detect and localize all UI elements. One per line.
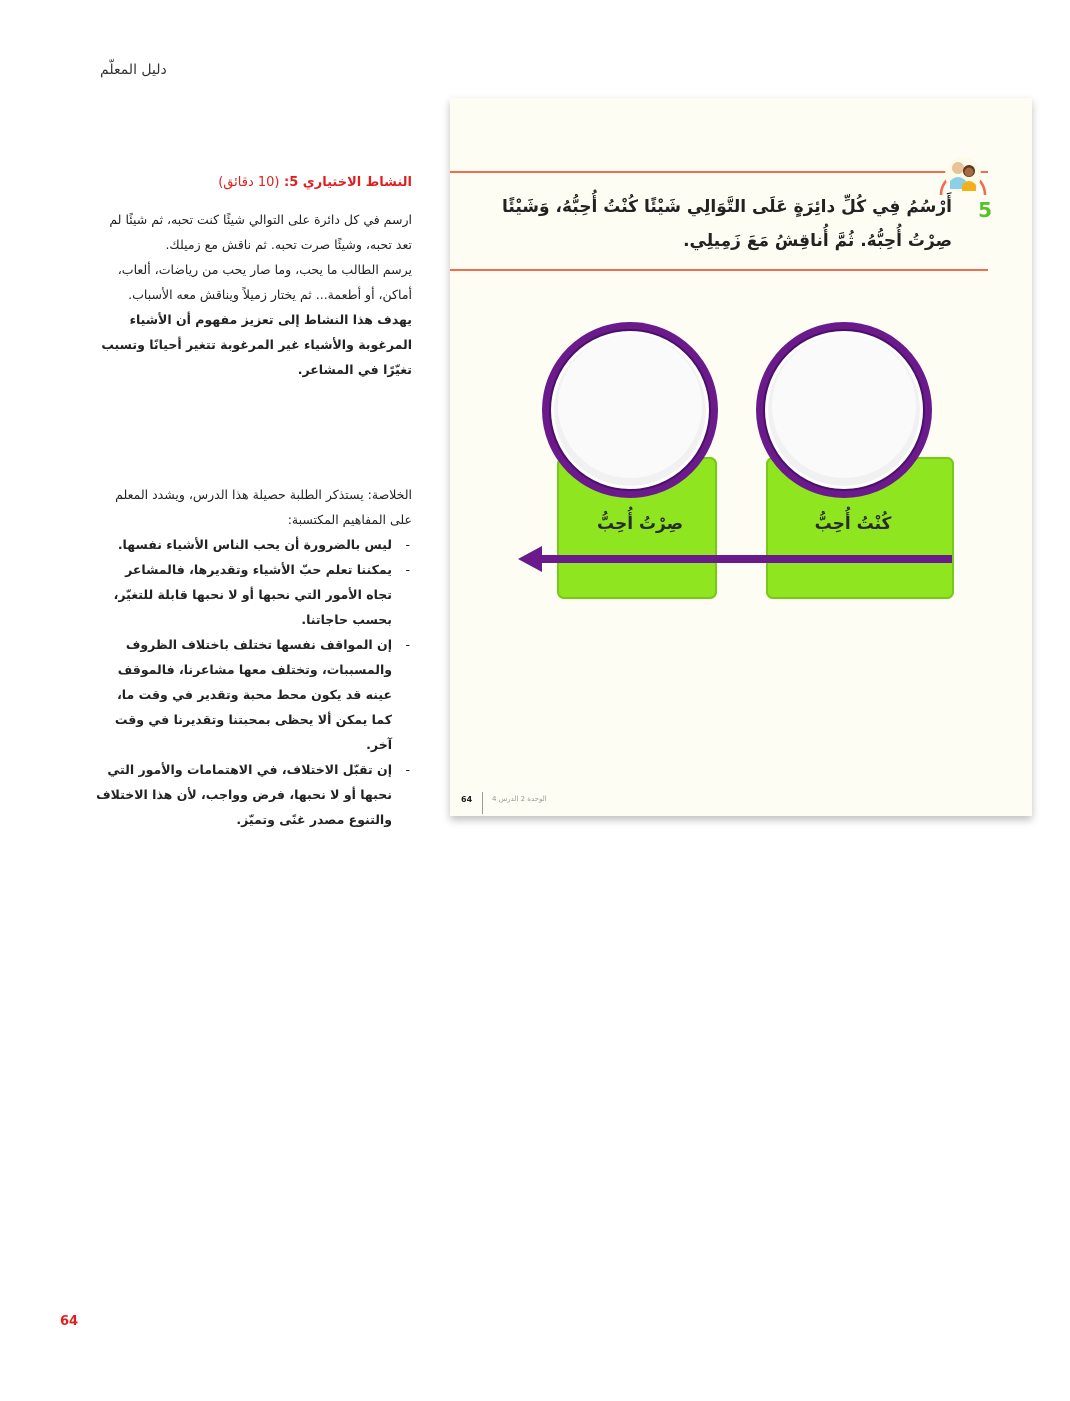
activity-section [96,170,412,382]
footer-divider [482,792,483,814]
activity-paragraph: ارسم في كل دائرة على التوالي شيئًا كنت تحبه، ثم شيئًا لم تعد تحبه، وشيئًا صرت تحبه. ثم ناقش مع زميلك. [109,212,412,252]
exercise-number: 5 [978,198,992,222]
activity-title [96,170,412,195]
page-number: 64 [60,1314,79,1329]
drawing-circles-illustration [510,318,970,608]
summary-list [96,532,412,832]
summary-section [96,482,412,832]
activity-goal: يهدف هذا النشاط إلى تعزيز مفهوم أن الأشياء المرغوبة والأشياء غير المرغوبة تتغير أحيانًا وتسبب تغيّرًا في المشاعر. [101,312,412,377]
card-label-now: صِرْتُ أُحِبُّ [596,514,684,534]
activity-duration: (10 دقائق) [218,175,280,190]
timeline-arrow-shaft [538,555,952,563]
summary-point: - ليس بالضرورة أن يحب الناس الأشياء نفسها. [96,532,412,557]
exercise-instruction: أَرْسُمُ فِي كُلِّ دائِرَةٍ عَلَى التَّوَالِي شَيْئًا كُنْتُ أُحِبُّهُ، وَشَيْئًا صِرْتُ أُحِبُّهُ. ثُمَّ أُناقِشُ مَعَ زَمِيلِي. [502,197,952,251]
footer-page-number: 64 [461,795,473,804]
summary-point: - إن تقبّل الاختلاف، في الاهتمامات والأمور التي نحبها أو لا نحبها، فرض وواجب، لأن هذا الاختلاف والتنوع مصدر غنًى وتميّز. [96,757,412,832]
footer-meta: الوحدة 2 الدرس 4 [492,795,547,803]
activity-paragraph: يرسم الطالب ما يحب، وما صار يحب من رياضات، ألعاب، أماكن، أو أطعمة... ثم يختار زميلاً ويناقش معه الأسباب. [117,262,412,302]
summary-point: - يمكننا تعلم حبّ الأشياء وتقديرها، فالمشاعر تجاه الأمور التي نحبها أو لا نحبها قابلة للتغيّر، بحسب حاجاتنا. [96,557,412,632]
summary-point: - إن المواقف نفسها تختلف باختلاف الظروف والمسببات، وتختلف معها مشاعرنا، فالموقف عينه قد يكون محط محبة وتقدير في وقت ما، كما يمكن ألا يحظى بمحبتنا وتقديرنا في وقت آخر. [96,632,412,757]
timeline-arrow-head [518,546,542,572]
summary-intro: الخلاصة: يستذكر الطلبة حصيلة هذا الدرس، ويشدد المعلم على المفاهيم المكتسبة: [115,487,412,527]
student-page-thumbnail [450,98,1032,816]
activity-title-label: النشاط الاختياري 5: [284,175,412,190]
card-label-past: كُنْتُ أُحِبُّ [814,514,892,534]
header-title: دليل المعلّم [100,62,167,78]
